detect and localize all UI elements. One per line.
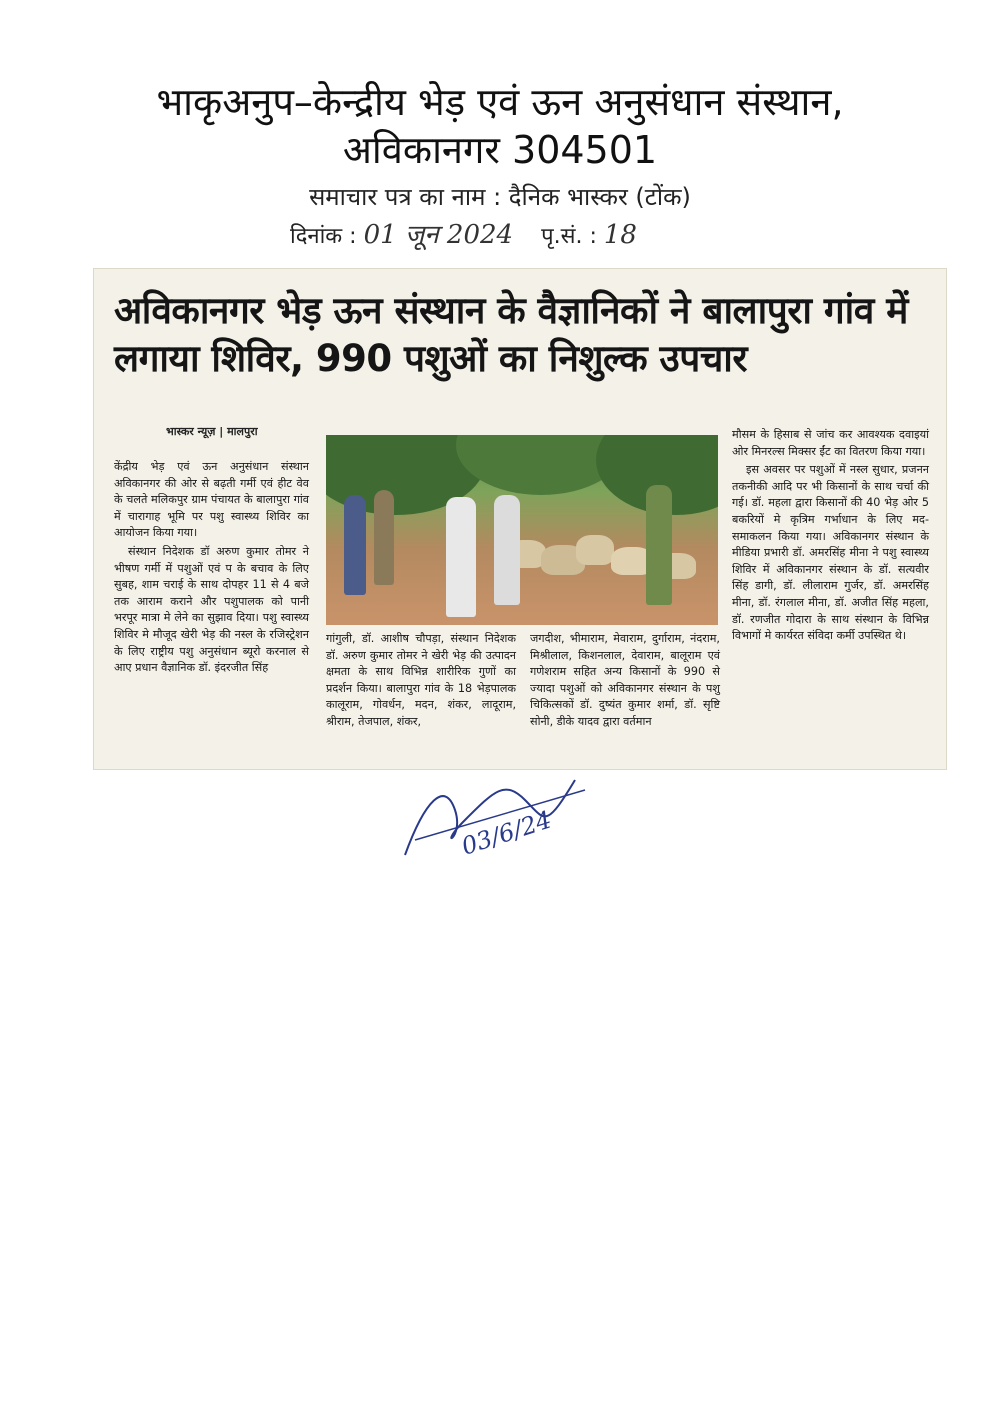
page-label: पृ.सं. :	[541, 224, 597, 249]
article-byline: भास्कर न्यूज़ | मालपुरा	[166, 425, 258, 438]
title-line-2: अविकानगर 304501	[342, 128, 658, 172]
article-column-3: जगदीश, भीमाराम, मेवाराम, दुर्गाराम, नंदराम, मिश्रीलाल, किशनलाल, देवाराम, बालूराम एवं गणेशराम सहित अन्य किसानों के 990 से ज्यादा पशुओं को अविकानगर संस्थान के पशु चिकित्सकों डॉ. दुष्यंत कुमार शर्मा, डॉ. सृष्टि सोनी, डीके यादव द्वारा वर्तमान	[530, 632, 720, 728]
date-value: 01 जून 2024	[363, 220, 514, 250]
page-value: 18	[603, 220, 637, 250]
newspaper-clipping	[93, 268, 947, 770]
article-photo	[326, 435, 718, 625]
header-title	[0, 78, 1000, 174]
article-column-2: गांगुली, डॉ. आशीष चौपड़ा, संस्थान निदेशक डॉ. अरुण कुमार तोमर ने खेरी भेड़ की उत्पादन क्षमता के साथ विभिन्न शारीरिक गुणों का प्रदर्शन किया। बालापुरा गांव के 18 भेड़पालक कालूराम, गोवर्धन, मदन, शंकर, लादूराम, श्रीराम, तेजपाल, शंकर,	[326, 632, 516, 728]
date-label: दिनांक :	[290, 224, 357, 249]
article-headline: अविकानगर भेड़ ऊन संस्थान के वैज्ञानिकों ने बालापुरा गांव में लगाया शिविर, 990 पशुओं का निशुल्क उपचार	[114, 289, 908, 380]
title-line-1: भाकृअनुप–केन्द्रीय भेड़ एवं ऊन अनुसंधान संस्थान,	[156, 80, 844, 124]
article-column-1	[114, 459, 309, 679]
date-line	[290, 215, 637, 251]
handwritten-signature	[395, 760, 595, 870]
newspaper-name: समाचार पत्र का नाम : दैनिक भास्कर (टोंक)	[309, 183, 691, 211]
paragraph: इस अवसर पर पशुओं में नस्ल सुधार, प्रजनन तकनीकी आदि पर भी किसानों के साथ चर्चा की गई। डॉ. महला द्वारा किसानों की 40 भेड़ ओर 5 बकरियों मे कृत्रिम गर्भाधान के लिए मद-समाकलन किया गया। अविकानगर संस्थान के मीडिया प्रभारी डॉ. अमरसिंह मीना ने पशु स्वास्थ्य शिविर में अविकानगर संस्थान के डॉ. सत्यवीर सिंह डागी, डॉ. लीलाराम गुर्जर, डॉ. अमरसिंह मीना, डॉ. रंगलाल मीना, डॉ. अजीत सिंह महला, डॉ. रणजीत गोदारा के साथ संस्थान के विभिन्न विभागों मे कार्यरत संविदा कर्मी उपस्थित थे।	[732, 463, 929, 643]
signature-date: 03/6/24	[458, 805, 555, 861]
article-column-4	[732, 427, 929, 647]
paragraph: मौसम के हिसाब से जांच कर आवश्यक दवाइयां ओर मिनरल्स मिक्सर ईंट का वितरण किया गया।	[732, 428, 929, 458]
paragraph: संस्थान निदेशक डॉ अरुण कुमार तोमर ने भीषण गर्मी में पशुओं एवं प के बचाव के लिए सुबह, शाम चराई के साथ दोपहर 11 से 4 बजे तक आराम कराने और पशुपालक को पानी भरपूर मात्रा मे लेने का सुझाव दिया। पशु स्वास्थ्य शिविर मे मौजूद खेरी भेड़ की नस्ल के रजिस्ट्रेशन के लिए राष्ट्रीय पशु अनुसंधान ब्यूरो करनाल से आए प्रधान वैज्ञानिक डॉ. इंदरजीत सिंह	[114, 544, 309, 675]
paragraph: केंद्रीय भेड़ एवं ऊन अनुसंधान संस्थान अविकानगर की ओर से बढ़ती गर्मी एवं हीट वेव के चलते मलिकपुर ग्राम पंचायत के बालापुरा गांव में चारागाह भूमि पर पशु स्वास्थ्य शिविर का आयोजन किया गया।	[114, 460, 309, 540]
